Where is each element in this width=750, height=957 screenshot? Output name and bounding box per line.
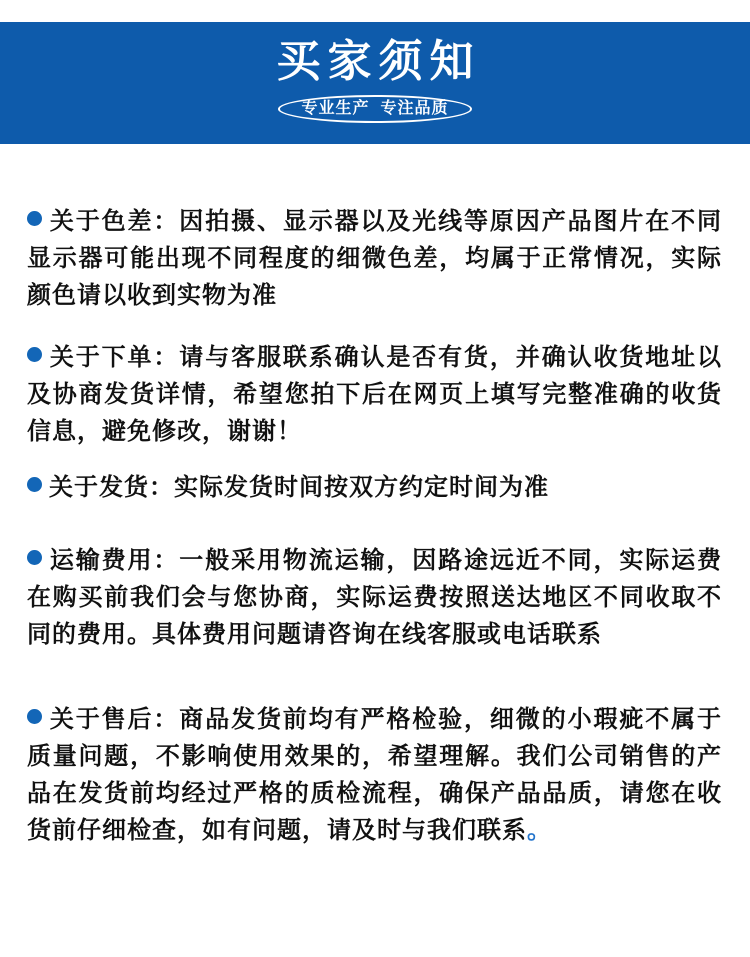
bullet-icon xyxy=(27,550,42,565)
notice-text: 关于色差：因拍摄、显示器以及光线等原因产品图片在不同显示器可能出现不同程度的细微色差，均属于正常情况，实际颜色请以收到实物为准 xyxy=(27,208,722,309)
page-title: 买家须知 xyxy=(276,37,481,86)
tagline-badge xyxy=(278,95,473,123)
bullet-icon xyxy=(27,709,42,724)
notice-text: 关于发货：实际发货时间按双方约定时间为准 xyxy=(49,474,549,501)
notice-item-color-difference xyxy=(27,203,722,314)
buyer-notice-page xyxy=(0,22,750,957)
notice-text: 关于下单：请与客服联系确认是否有货，并确认收货地址以及协商发货详情，希望您拍下后在网页上填写完整准确的收货信息，避免修改，谢谢！ xyxy=(27,344,722,445)
notice-item-freight-cost xyxy=(27,542,722,653)
notice-item-shipping-time xyxy=(27,469,722,506)
bullet-icon xyxy=(27,211,42,226)
notice-text: 运输费用：一般采用物流运输，因路途远近不同，实际运费在购买前我们会与您协商，实际运费按照送达地区不同收取不同的费用。具体费用问题请咨询在线客服或电话联系 xyxy=(27,547,722,648)
header-banner xyxy=(0,22,750,144)
tagline-text: 专业生产 专注品质 xyxy=(301,100,449,117)
notice-item-ordering xyxy=(27,339,722,450)
notice-text: 关于售后：商品发货前均有严格检验，细微的小瑕疵不属于质量问题，不影响使用效果的，希望理解。我们公司销售的产品在发货前均经过严格的质检流程，确保产品品质，请您在收货前仔细检查，如有问题，请及时与我们联系 xyxy=(27,706,722,844)
notice-period: 。 xyxy=(527,817,552,844)
bullet-icon xyxy=(27,477,42,492)
bullet-icon xyxy=(27,347,42,362)
notice-item-after-sales xyxy=(27,701,722,849)
notice-list xyxy=(0,203,750,849)
